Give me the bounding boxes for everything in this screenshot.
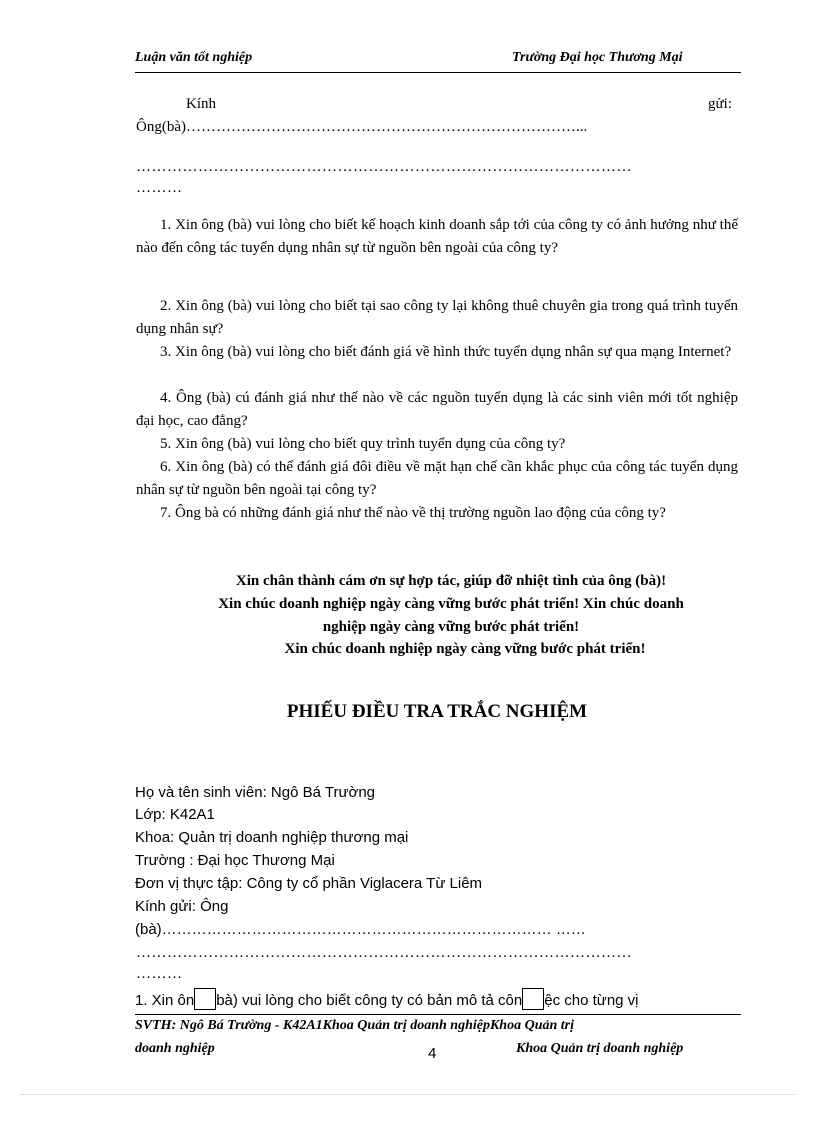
survey-title: PHIẾU ĐIỀU TRA TRẮC NGHIỆM	[286, 701, 588, 722]
recipient-line: Ông(bà)……………………………………………………………………...	[136, 119, 588, 135]
question-5: 5. Xin ông (bà) vui lòng cho biết quy trình tuyển dụng của công ty?	[160, 436, 566, 452]
checkbox[interactable]	[522, 988, 544, 1010]
question-4: 4. Ông (bà) cú đánh giá như thế nào về các nguồn tuyển dụng là các sinh viên mới tốt nghiệp đại học, cao đẳng?	[136, 390, 738, 429]
internship-unit: Đơn vị thực tập: Công ty cổ phần Viglacera Từ Liêm	[135, 875, 483, 892]
survey-question-1-part-b: bà) vui lòng cho biết công ty có bản mô tả côn	[216, 992, 523, 1009]
header-divider	[135, 72, 741, 73]
greeting-gui: gửi:	[708, 96, 732, 112]
footer-line-2-right: Khoa Quản trị doanh nghiệp	[516, 1041, 684, 1056]
question-7: 7. Ông bà có những đánh giá như thế nào về thị trường nguồn lao động của công ty?	[160, 505, 666, 521]
header-right: Trường Đại học Thương Mại	[512, 50, 683, 65]
survey-dotted-line: ……………………………………………………………………………………	[136, 945, 632, 961]
survey-question-1	[135, 988, 639, 1010]
student-class: Lớp: K42A1	[135, 806, 215, 823]
survey-recipient-dots: (bà)…………………………………………………………………… ……	[135, 921, 586, 938]
footer-divider	[135, 1014, 741, 1015]
student-faculty: Khoa: Quản trị doanh nghiệp thương mại	[135, 829, 409, 846]
page-bottom-border	[20, 1094, 796, 1095]
thanks-line-3: nghiệp ngày càng vững bước phát triển!	[322, 619, 580, 635]
survey-dotted-line-short: ………	[136, 966, 183, 982]
thanks-line-4: Xin chúc doanh nghiệp ngày càng vững bước phát triển!	[284, 641, 646, 657]
page-number: 4	[428, 1045, 437, 1062]
student-school: Trường : Đại học Thương Mại	[135, 852, 335, 869]
checkbox[interactable]	[194, 988, 216, 1010]
footer-line-1: SVTH: Ngô Bá Trường - K42A1Khoa Quản trị doanh nghiệpKhoa Quản trị	[135, 1018, 574, 1033]
question-2: 2. Xin ông (bà) vui lòng cho biết tại sao công ty lại không thuê chuyên gia trong quá trình tuyển dụng nhân sự?	[136, 298, 738, 337]
survey-question-1-part-c: ệc cho từng vị	[544, 992, 639, 1009]
thanks-line-2: Xin chúc doanh nghiệp ngày càng vững bước phát triển! Xin chúc doanh	[218, 596, 684, 612]
survey-question-1-part-a: 1. Xin ôn	[135, 992, 195, 1009]
header-left: Luận văn tốt nghiệp	[135, 50, 253, 65]
thanks-line-1: Xin chân thành cám ơn sự hợp tác, giúp đỡ nhiệt tình của ông (bà)!	[235, 573, 667, 589]
footer-line-2-left: doanh nghiệp	[135, 1041, 215, 1056]
dotted-line: ……………………………………………………………………………………	[136, 159, 632, 175]
question-6: 6. Xin ông (bà) có thể đánh giá đôi điều về mặt hạn chế cần khắc phục của công tác tuyển dụng nhân sự từ nguồn bên ngoài tại công ty?	[136, 459, 738, 498]
dotted-line-short: ………	[136, 180, 183, 196]
question-3: 3. Xin ông (bà) vui lòng cho biết đánh giá về hình thức tuyển dụng nhân sự qua mạng Internet?	[160, 344, 732, 360]
greeting-kinh: Kính	[186, 96, 216, 112]
student-name: Họ và tên sinh viên: Ngô Bá Trường	[135, 784, 375, 801]
survey-greeting: Kính gửi: Ông	[135, 898, 229, 915]
question-1: 1. Xin ông (bà) vui lòng cho biết kế hoạch kinh doanh sắp tới của công ty có ảnh hưởng như thế nào đến công tác tuyển dụng nhân sự từ nguồn bên ngoài của công ty?	[136, 217, 738, 256]
